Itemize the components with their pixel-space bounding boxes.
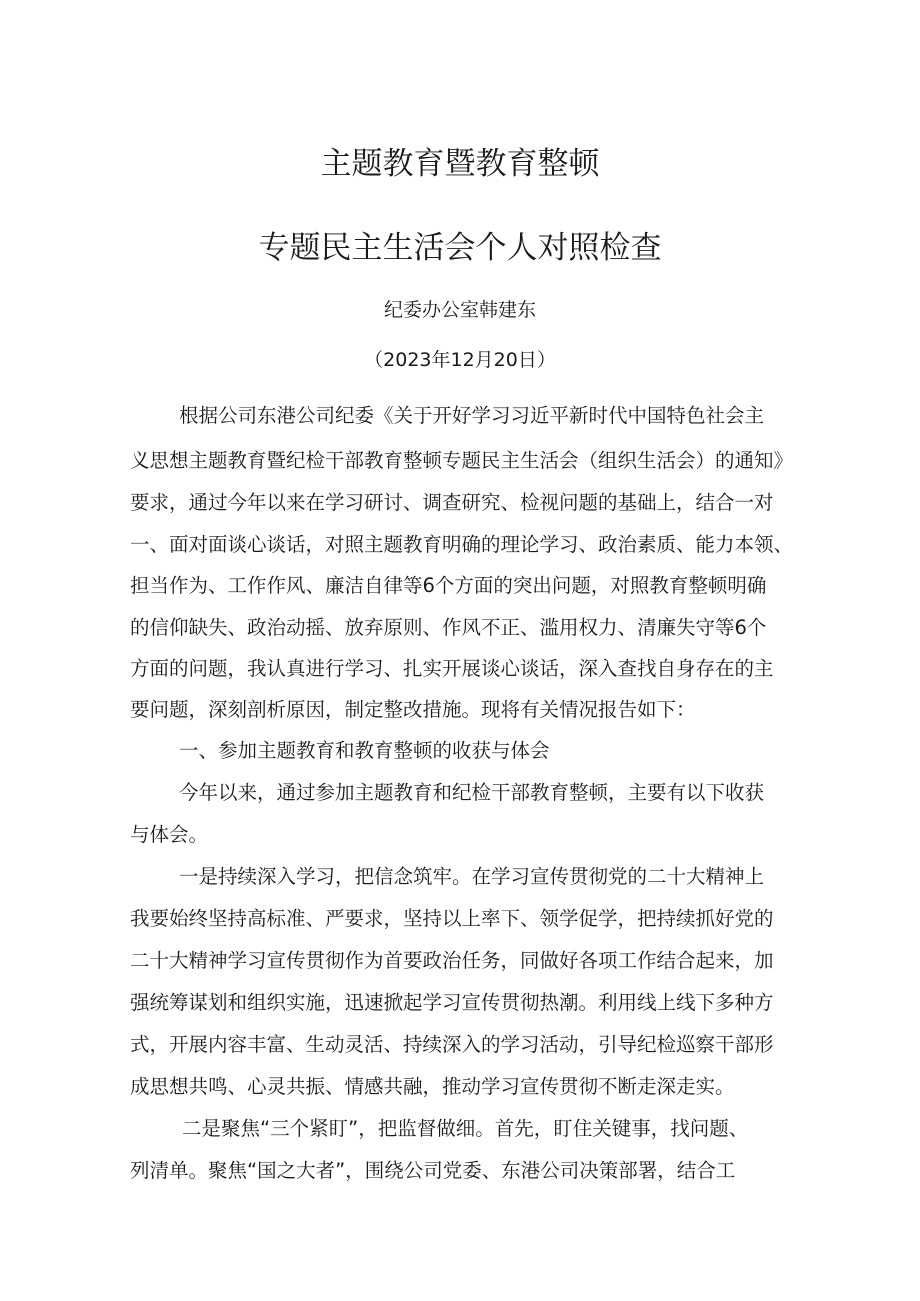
paragraph-line: 一、面对面谈心谈话，对照主题教育明确的理论学习、政治素质、能力本领、	[130, 533, 794, 556]
document-subtitle: 专题民主生活会个人对照检查	[258, 230, 662, 266]
date-line: （2023年12月20日）	[364, 349, 556, 371]
paragraph-line: 根据公司东港公司纪委《关于开好学习习近平新时代中国特色社会主	[179, 404, 765, 427]
paragraph-line: 担当作为、工作作风、廉洁自律等6个方面的突出问题，对照教育整顿明确	[130, 574, 767, 597]
paragraph-line: 要求，通过今年以来在学习研讨、调查研究、检视问题的基础上，结合一对	[130, 491, 774, 514]
paragraph-line: 一是持续深入学习，把信念筑牢。在学习宣传贯彻党的二十大精神上	[179, 865, 765, 888]
paragraph-line: 强统筹谋划和组织实施，迅速掀起学习宣传贯彻热潮。利用线上线下多种方	[130, 991, 774, 1014]
document-title: 主题教育暨教育整顿	[320, 146, 600, 182]
paragraph-line: 要问题，深刻剖析原因，制定整改措施。现将有关情况报告如下：	[130, 698, 696, 721]
paragraph-line: 式，开展内容丰富、生动灵活、持续深入的学习活动，引导纪检巡察干部形	[130, 1033, 774, 1056]
paragraph-line: 的信仰缺失、政治动摇、放弃原则、作风不正、滥用权力、清廉失守等6个	[130, 616, 767, 639]
paragraph-line: 二十大精神学习宣传贯彻作为首要政治任务，同做好各项工作结合起来，加	[130, 949, 774, 972]
paragraph-line: 义思想主题教育暨纪检干部教育整顿专题民主生活会（组织生活会）的通知》	[130, 449, 794, 472]
paragraph-line: 成思想共鸣、心灵共振、情感共融，推动学习宣传贯彻不断走深走实。	[130, 1075, 735, 1098]
paragraph-line: 二是聚焦“三个紧盯”，把监督做细。首先，盯住关键事，找问题、	[182, 1117, 749, 1140]
paragraph-line: 与体会。	[130, 823, 209, 846]
section-heading: 一、参加主题教育和教育整顿的收获与体会	[179, 739, 550, 762]
paragraph-line: 今年以来，通过参加主题教育和纪检干部教育整顿，主要有以下收获	[179, 781, 765, 804]
paragraph-line: 方面的问题，我认真进行学习、扎实开展谈心谈话，深入查找自身存在的主	[130, 657, 774, 680]
author-line: 纪委办公室韩建东	[383, 299, 536, 321]
paragraph-line: 列清单。聚焦“国之大者”，围绕公司党委、东港公司决策部署，结合工	[130, 1159, 736, 1182]
paragraph-line: 我要始终坚持高标准、严要求，坚持以上率下、领学促学，把持续抓好党的	[130, 907, 774, 930]
